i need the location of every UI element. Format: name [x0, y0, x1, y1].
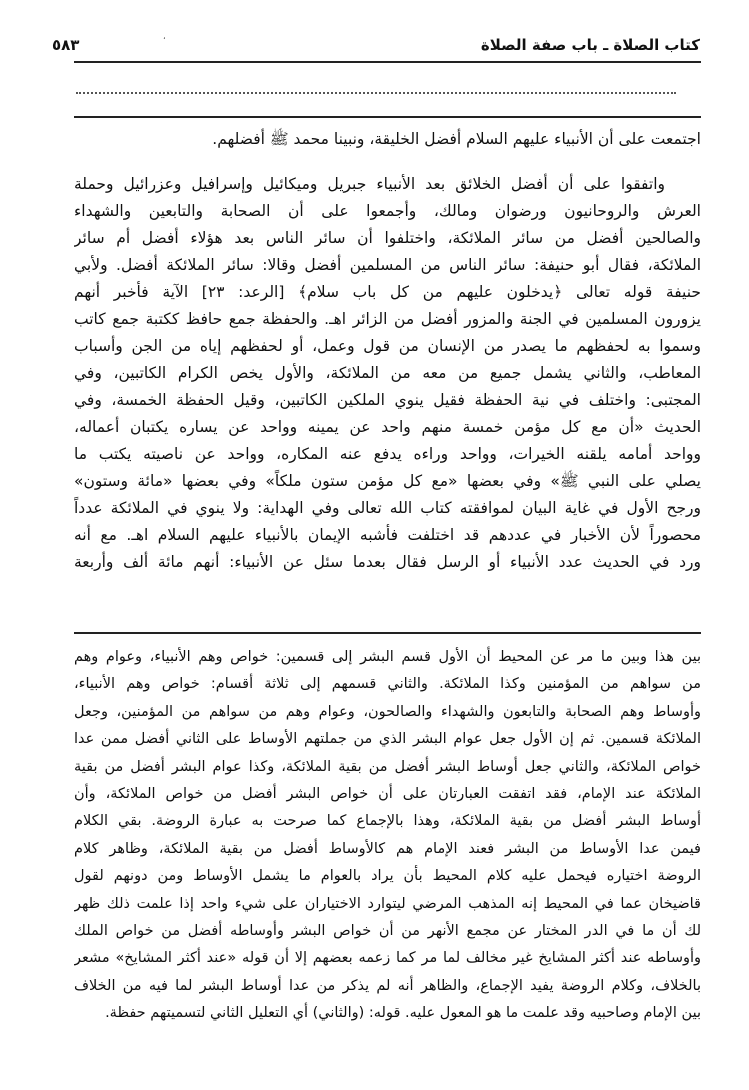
main-text-line: وواحد أمامه يلقنه الخيرات، وواحد وراءه يدفع عنه المكاره، وواحد عن ناصيته يكتب ما [74, 445, 701, 463]
main-text-line: واتفقوا على أن أفضل الخلائق بعد الأنبياء جبريل وميكائيل وإسرافيل وعزرائيل وحملة [74, 175, 665, 193]
footnote-line: الروضة اختياره فيحمل عليه كلام المحيط بأن يراد بالعوام ما يشمل الأوساط ومن دونهم لقول [74, 868, 701, 885]
dotted-separator [76, 92, 676, 94]
footnote-line: وأوساطه عند أكثر المشايخ غير مخالف لما مر كما زعمه بعضهم إلا أن قوله «عند أكثر المشايخ» مشعر [74, 950, 701, 967]
footnote-line: فيمن عدا الأوساط من البشر فعند الإمام هم كالأوساط أفضل من بقية الملائكة، وظاهر كلام [74, 840, 701, 857]
footnote-line: من سواهم من المؤمنين وكذا الملائكة. والثاني قسمهم إلى ثلاثة أقسام: خواص وهم الأنبياء، [74, 676, 701, 693]
main-text-line: والصالحين أفضل من سائر الملائكة، واختلفوا أن سائر الناس بعد هؤلاء أفضل أم سائر [74, 229, 701, 247]
footnote-line: بين هذا وبين ما مر عن المحيط أن الأول قسم البشر إلى قسمين: خواص وهم الأنبياء، وعوام وهم [74, 649, 701, 665]
main-text-line: ورجح الأول في غاية البيان لموافقته كتاب الله تعالى وفي الهداية: ولا ينوي في الملائكة عدداً [74, 499, 701, 517]
footnote-line: الملائكة عند الإمام، فقد اتفقت العبارتان على أن خواص البشر أفضل من خواص الملائكة، وأن [74, 785, 701, 802]
main-text-line: محصوراً لأن الأخبار في عددهم قد اختلفت فأشبه الإيمان بالأنبياء عليهم السلام اهـ. مع أنه [74, 526, 701, 544]
main-text-line: العرش والروحانيون ورضوان ومالك، وأجمعوا على أن الصحابة والتابعين والشهداء [74, 202, 701, 220]
main-text-line: اجتمعت على أن الأنبياء عليهم السلام أفضل الخليقة، ونبينا محمد ﷺ أفضلهم. [212, 130, 701, 148]
header-rule [74, 61, 701, 63]
main-text-line: يصلي على النبي ﷺ» وفي بعضها «مع كل مؤمن ستون ملكاً» وفي بعضها «مائة وستون» [74, 472, 701, 490]
main-text-line: حنيفة قوله تعالى ﴿يدخلون عليهم من كل باب سلام﴾ [الرعد: ٢٣] الآية فأخبر أنهم [74, 283, 701, 301]
footnote-line: الملائكة قسمين. ثم إن الأول جعل عوام البشر الذي من جملتهم الأوساط على الثاني أفضل ممن عدا [74, 731, 701, 748]
footnote-line: بالخلاف، وكلام الروضة يفيد الإجماع، والظاهر أنه لم يذكر من عدا أوساط البشر لما فيه من الخلاف [74, 977, 701, 994]
main-text-line: الملائكة، فقال أبو حنيفة: سائر الناس من المسلمين أفضل وقالا: سائر الملائكة أفضل. ولأبي [74, 256, 701, 274]
chapter-title: كتاب الصلاة ـ باب صفة الصلاة [480, 36, 700, 54]
page-number: ٥٨٣ [52, 36, 80, 54]
main-text-line: المجتبى: واختلف في نية الحفظة فقيل ينوي الملكين الكاتبين، وقيل الحفظة الخمسة، وفي [74, 391, 701, 409]
main-text-line: الحديث «أن مع كل مؤمن خمسة منهم واحد عن يمينه وواحد عن يساره يكتبان أعماله، [74, 418, 701, 436]
main-text-line: المعاطب، والثاني يشمل جميع من معه من الملائكة، والأول يخص الكرام الكاتبين، وفي [74, 364, 701, 382]
footnote-line: خواص الملائكة، والثاني جعل أوساط البشر أفضل من بقية الملائكة، وكذا عوام البشر أفضل من بقية [74, 758, 701, 775]
footnote-line: وأوساط وهم الصحابة والتابعون والشهداء والصالحون، وعوام وهم من سواهم من المؤمنين، وجعل [74, 703, 701, 720]
footnote-line: لك أن ما في الدر المختار عن مجمع الأنهر من أن خواص البشر وأوساطه أفضل من خواص الملك [74, 922, 701, 939]
running-header [52, 36, 700, 58]
footnote-text [74, 644, 701, 1027]
main-text-line: ورد في الحديث عدد الأنبياء أو الرسل فقال بعدما سئل عن الأنبياء: أنهم مائة ألف وأربعة [74, 553, 701, 571]
footnote-line: أوساط البشر أفضل من بقية الملائكة، وهذا بالإجماع كما صرحت به عبارة الروضة. بقي الكلام [74, 813, 701, 830]
main-text-line: وسموا به لحفظهم ما يصدر من الإنسان من قول وعمل، أو لحفظهم إياه من الجن وأسباب [74, 337, 701, 355]
main-text-line: يزورون المسلمين في الجنة والمزور أفضل من الزائر اهـ. والحفظة جمع حافظ ككتبة جمع كاتب [74, 310, 701, 328]
footnote-rule [74, 632, 701, 634]
footnote-line: بين الإمام وصاحبيه وقد علمت ما هو المعول عليه. قوله: (والثاني) أي التعليل الثاني لتسميتهم حفظة. [105, 1005, 701, 1022]
footnote-line: قاضيخان عما في المحيط إنه المذهب المرضي ليتوارد الاختياران على شيء واحد إذا علمت ذلك ظهر [74, 895, 701, 912]
text-top-rule [74, 116, 701, 118]
main-text [74, 126, 701, 576]
scan-mark: ، [163, 32, 166, 41]
